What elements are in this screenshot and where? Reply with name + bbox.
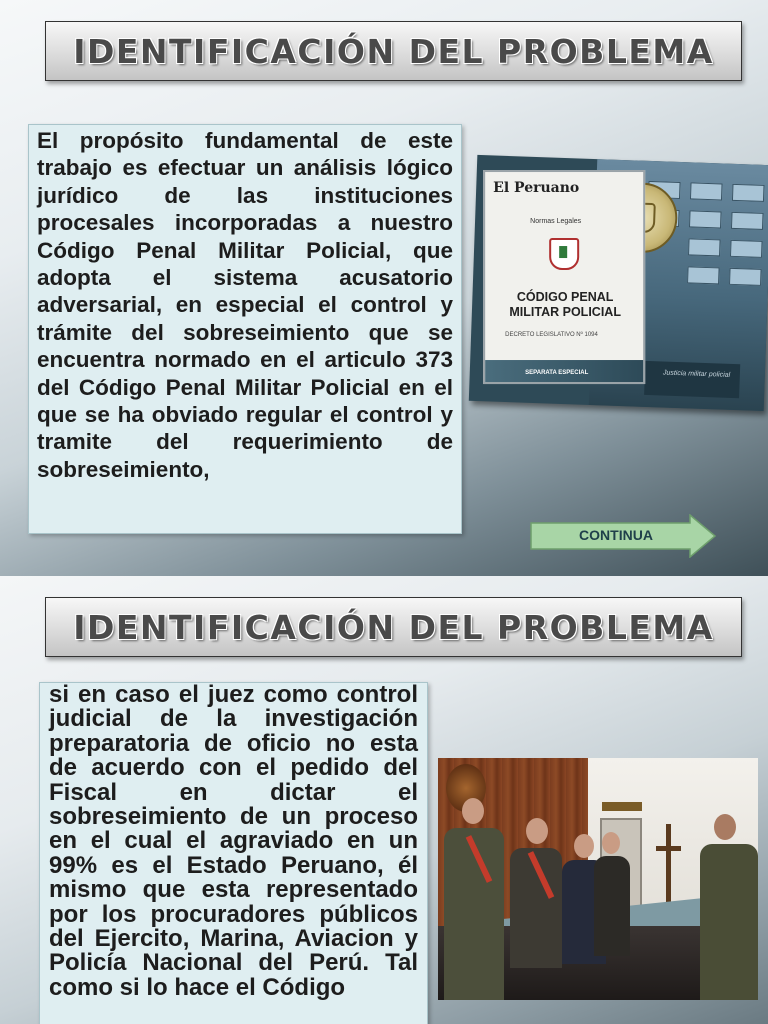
continua-button[interactable] [530,514,716,558]
officer-head [574,834,594,858]
document-title [493,290,637,320]
body-text-box [39,682,428,1024]
wall-sign [602,802,642,811]
body-text: si en caso el juez como control judicial de la investigación preparatoria de oficio no esta de acuerdo con el pedido del Fiscal en dictar el sobreseimiento de un proceso en el cual el agraviado en un 99% es el Estado Peruano, él mismo que esta representado por los procuradores públicos del Ejercito, Marina, Aviacion y Policía Nacional del Perú. Tal como si lo hace el Código [49,681,418,1001]
band-text: SEPARATA ESPECIAL [525,370,589,377]
decree-text: DECRETO LEGISLATIVO Nº 1094 [505,332,598,339]
slide-2 [0,576,768,1024]
officer-head [462,798,484,824]
building-sign [644,361,740,398]
document-band [485,360,643,382]
officer-head [714,814,736,840]
newspaper-sub: Normas Legales [530,218,582,226]
document-title-line1: CÓDIGO PENAL [516,290,614,305]
document-title-line2: MILITAR POLICIAL [509,305,621,320]
body-text-box [28,124,462,534]
continua-label: CONTINUA [579,527,653,543]
title-bar [45,597,742,657]
slide-title: IDENTIFICACIÓN DEL PROBLEMA [73,607,714,647]
officer-head [526,818,548,844]
officer-figure [594,856,630,956]
officer-head [602,832,620,854]
title-bar [45,21,742,81]
officer-figure [700,844,758,1000]
document-cover [483,170,645,384]
code-cover-image [469,155,768,411]
slide-title: IDENTIFICACIÓN DEL PROBLEMA [73,31,714,71]
newspaper-name: El Peruano [493,180,580,197]
building-sign-text: Justicia militar policial [662,369,731,379]
coat-of-arms-icon [549,238,579,270]
body-text: El propósito fundamental de este trabajo es efectuar un análisis lógico jurídico de las instituciones procesales incorporadas a nuestro Código Penal Militar Policial, que adopta el sistema acusatorio adversarial, en especial el control y trámite del sobreseimiento que se encuentra normado en el articulo 373 del Código Penal Militar Policial en el que se ha obviado regular el control y tramite del requerimiento de sobreseimiento, [37,128,453,482]
ceremony-photo [438,758,758,1000]
